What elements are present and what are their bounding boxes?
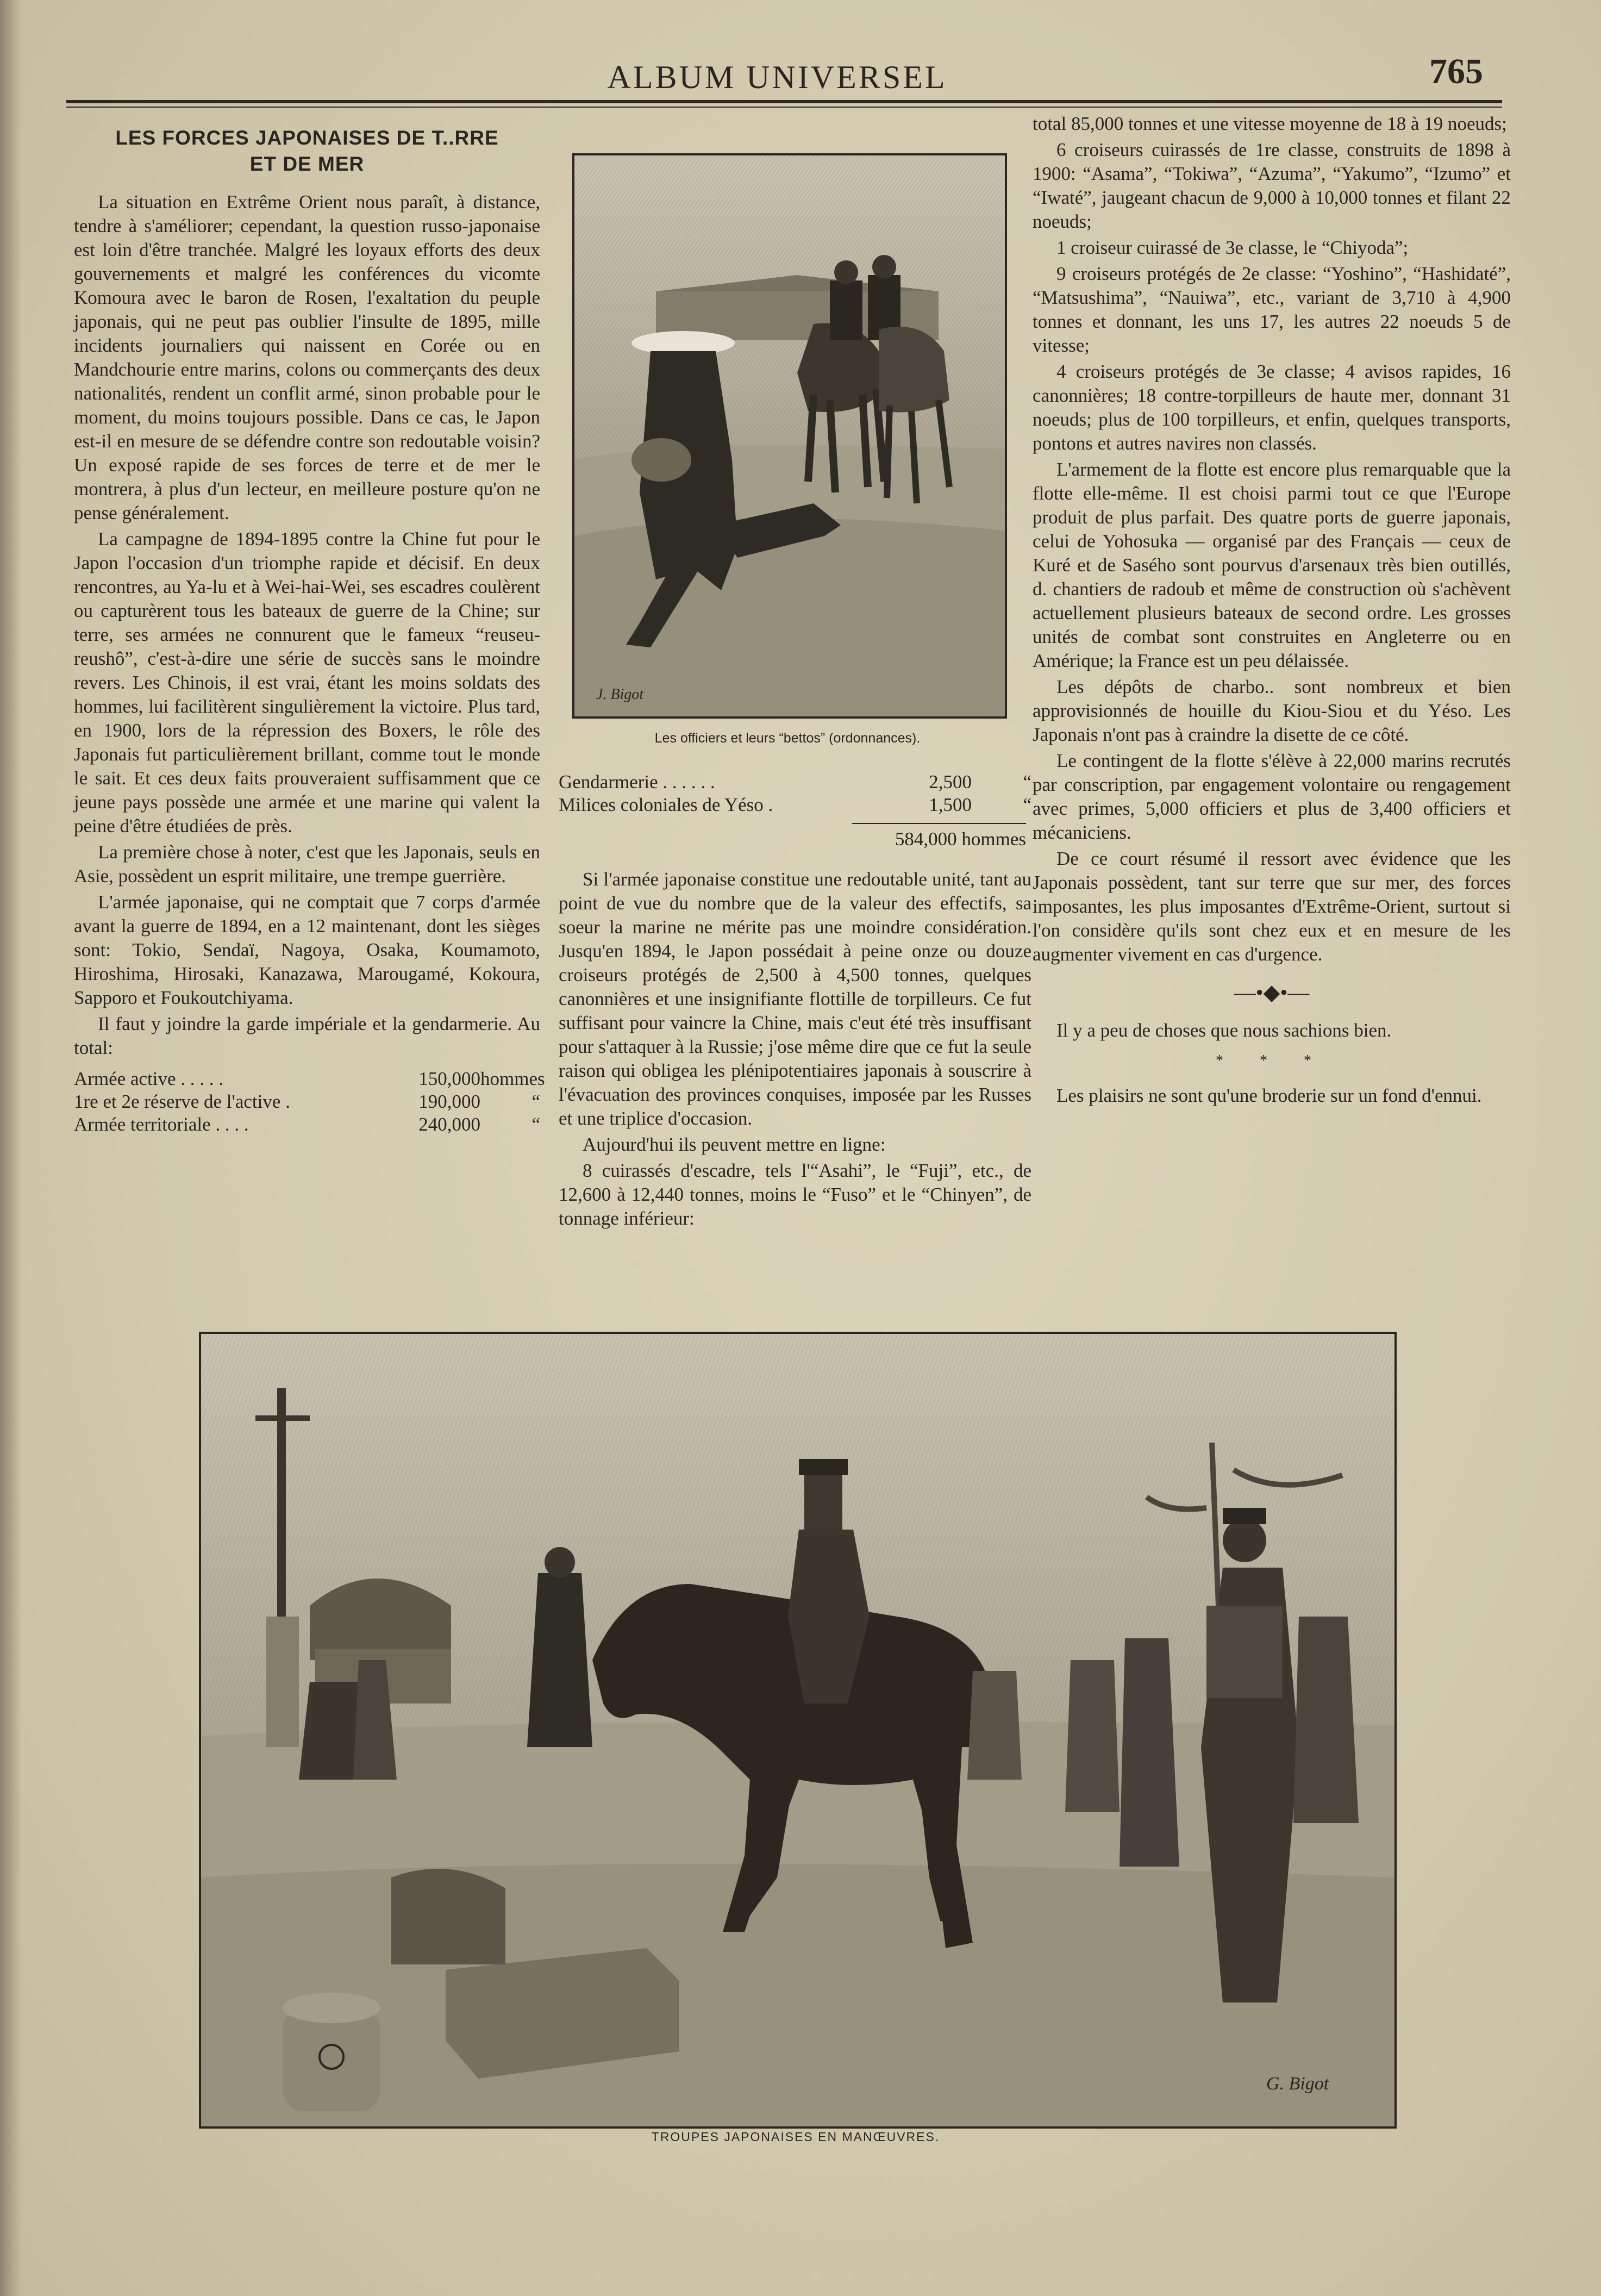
engraving-officers [574,155,1005,716]
paragraph: La situation en Extrême Orient nous paraît, à distance, tendre à s'améliorer; cependant, la question russo-japonaise est loin d'être tranchée. Malgré les loyaux efforts des deux gouvernements et malgré les conférences du vicomte Komoura avec le baron de Rosen, l'exaltation du peuple japonais, qui ne peut pas oublier l'insulte de 1895, mille incidents journaliers qui naissent en Corée ou en Mandchourie entre marins, colons ou commerçants des deux nationalités, rendent un conflit armé, sinon probable pour le moment, du moins toujours possible. Dans ce cas, le Japon est-il en mesure de se défendre contre son redoutable voisin? Un exposé rapide de ses forces de terre et de mer le montrera, à plus d'un lecteur, en meilleure posture qu'on ne pense généralement. [74,191,540,523]
illustration-officers-and-bettos [572,153,1007,719]
section-ornament: —•◆•— [1234,980,1310,1004]
paragraph: La première chose à noter, c'est que les Japonais, seuls en Asie, possèdent un esprit militaire, une trempe guerrière. [74,841,540,887]
page-binding-shadow [0,0,22,2296]
paragraph: 8 cuirassés d'escadre, tels l'“Asahi”, le “Fuji”, etc., de 12,600 à 12,440 tonnes, moins le “Fuso” et le “Chinyen”, de tonnage inférieur: [559,1160,1031,1229]
column-1 [74,125,545,1136]
paragraph: 1 croiseur cuirassé de 3e classe, le “Chiyoda”; [1056,237,1409,258]
stat-label: Armée active . . . . . [74,1068,224,1089]
illustration-troops-maneuvers [199,1332,1397,2129]
stat-unit: “ [1023,771,1031,793]
paragraph: 6 croiseurs cuirassés de 1re classe, construits de 1898 à 1900: “Asama”, “Tokiwa”, “Azuma”, “Yakumo”, “Izumo” et “Iwaté”, jaugeant chacun de 9,000 à 10,000 tonnes et filant 22 noeuds; [1033,139,1511,232]
asterism: * * * [1216,1052,1328,1069]
stat-value: 240,000 [418,1114,480,1135]
stat-label: Gendarmerie . . . . . . [559,771,715,793]
stat-value: 1,500 [929,794,972,815]
paragraph: La campagne de 1894-1895 contre la Chine fut pour le Japon l'occasion d'un triomphe rapide et décisif. En deux rencontres, au Ya-lu et à Wei-hai-Wei, ses escadres coulèrent ou capturèrent tous les bateaux de guerre de la Chine; sur terre, ses armées ne connurent que le fameux “reuseu-reushô”, c'est-à-dire une série de succès sans le moindre revers. Les Chinois, il est vrai, étant les moins soldats des hommes, lui facilitèrent singulièrement la victoire. Plus tard, en 1900, lors de la répression des Boxers, le rôle des Japonais fut particulièrement brillant, comme tout le monde le sait. Et ces deux faits prouveraient suffisamment que ce jeune pays possède une armée et une marine qui valent la peine d'être étudiées de près. [74,528,540,837]
paragraph: L'armée japonaise, qui ne comptait que 7 corps d'armée avant la guerre de 1894, en a 12 maintenant, dont les sièges sont: Tokio, Sendaï, Nagoya, Osaka, Koumamoto, Hiroshima, Hirosaki, Kanazawa, Marougamé, Kokoura, Sapporo et Foukoutchiyama. [74,891,540,1008]
column-3 [1033,112,1511,1110]
army-total: 584,000 hommes [895,828,1026,850]
stat-label: Armée territoriale . . . . [74,1114,249,1135]
paragraph: total 85,000 tonnes et une vitesse moyenne de 18 à 19 noeuds; [1033,113,1507,134]
stat-unit: hommes [480,1068,545,1089]
stat-unit: “ [531,1091,540,1112]
paragraph: 4 croiseurs protégés de 3e classe; 4 avisos rapides, 16 canonnières; 18 contre-torpilleurs de haute mer, donnant 31 noeuds; plus de 100 torpilleurs, et enfin, quelques transports, pontons et autres navires non classés. [1033,361,1511,454]
article-title [74,125,540,177]
army-stat-row [74,1068,545,1090]
stat-unit: “ [1023,794,1031,815]
paragraph: Aujourd'hui ils peuvent mettre en ligne: [583,1134,886,1155]
stat-value: 150,000 [418,1068,480,1089]
page-number: 765 [1429,52,1483,91]
maxim: Il y a peu de choses que nous sachions bien. [1056,1020,1392,1041]
army-stat-row [74,1090,540,1113]
paragraph: Si l'armée japonaise constitue une redoutable unité, tant au point de vue du nombre que de la valeur des effectifs, sa soeur la marine ne mérite pas une moindre considération. Jusqu'en 1894, le Japon possédait à peine onze ou douze croiseurs protégés de 2,500 à 4,500 tonnes, quelques canonnières et une insignifiante flottille de torpilleurs. Ce fut suffisant pour vaincre la Chine, mais c'eut été très insuffisant pour s'attaquer à la Russie; j'ose même dire que ce fut la seule raison qui obligea les plénipotentiaires japonais à souscrire à l'évacuation des provinces conquises, imposée par les Russes et une triplice d'occasion. [559,869,1031,1129]
masthead-title: ALBUM UNIVERSEL [607,59,947,95]
article-title-line-1: LES FORCES JAPONAISES DE T..RRE [115,127,499,149]
stat-value: 190,000 [418,1091,480,1112]
maxim: Les plaisirs ne sont qu'une broderie sur un fond d'ennui. [1056,1085,1482,1106]
svg-text:J. Bigot: J. Bigot [596,686,644,703]
paragraph: Le contingent de la flotte s'élève à 22,000 marins recrutés par conscription, par engagement volontaire ou rengagement avec primes, 5,000 officiers et plus de 3,400 officiers et mécaniciens. [1033,750,1511,843]
paragraph: De ce court résumé il ressort avec évidence que les Japonais possèdent, tant sur terre que sur mer, des forces imposantes, les plus imposantes d'Extrême-Orient, surtout si l'on considère qu'ils sont chez eux et en mesure de les augmenter vivement en cas d'urgence. [1033,848,1511,965]
engraving-troops [201,1334,1394,2126]
paragraph: Les dépôts de charbo.. sont nombreux et bien approvisionnés de houille du Kiou-Siou et du Yéso. Les Japonais n'ont pas à craindre la disette de ce côté. [1033,676,1511,745]
army-stat-row [74,1113,540,1136]
paragraph: 9 croiseurs protégés de 2e classe: “Yoshino”, “Hashidaté”, “Matsushima”, “Nauiwa”, etc., variant de 3,710 à 4,900 tonnes et donnant, les uns 17, les autres 22 noeuds 5 de vitesse; [1033,263,1511,356]
stat-unit: “ [531,1114,540,1135]
figure-caption: Les officiers et leurs “bettos” (ordonnances). [654,731,921,746]
stat-label: Milices coloniales de Yéso . [559,794,773,815]
stat-label: 1re et 2e réserve de l'active . [74,1091,290,1112]
army-stat-row [559,771,1031,794]
stat-value: 2,500 [929,771,972,793]
army-stat-row [559,794,1031,816]
header-rule [66,100,1502,103]
paragraph: L'armement de la flotte est encore plus remarquable que la flotte elle-même. Il est choisi parmi tout ce que l'Europe produit de plus parfait. Des quatre ports de guerre japonais, celui de Yohosuka — organisé par des Français — ceux de Kuré et de Sasého sont pourvus d'arsenaux très bien outillés, d. chantiers de radoub et même de construction où s'achèvent actuellement plusieurs bateaux de second ordre. Les grosses unités de combat sont construites en Angleterre ou en Amérique; la France est un peu délaissée. [1033,459,1511,671]
figure-caption: TROUPES JAPONAISES EN MANŒUVRES. [651,2130,940,2144]
header-rule-thin [66,107,1502,108]
total-rule [852,823,1026,824]
svg-text:G. Bigot: G. Bigot [1266,2074,1329,2094]
column-2 [559,771,1031,1233]
article-title-line-2: ET DE MER [249,153,365,175]
paragraph: Il faut y joindre la garde impériale et la gendarmerie. Au total: [74,1013,540,1058]
